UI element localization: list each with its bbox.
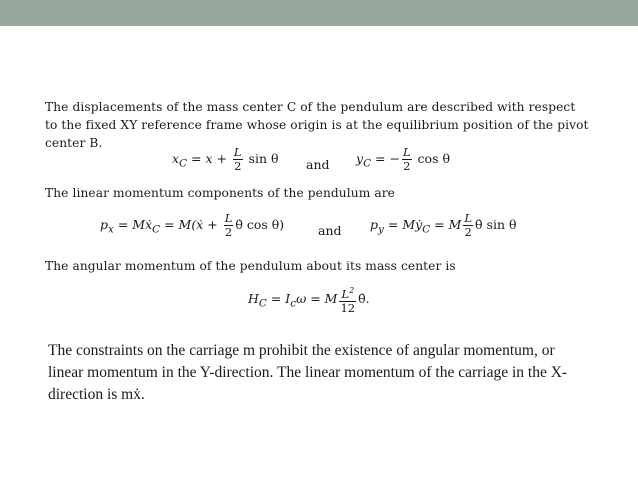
eq1-frac	[233, 146, 243, 173]
eq3-i: = I	[266, 290, 291, 306]
eq2-myc: = Mẏ	[383, 217, 423, 232]
eq3-frac-den: 12	[340, 300, 356, 315]
eq1-y-rhs-b: cos θ	[413, 151, 450, 166]
eq2-tail: θ̇ cos θ)	[235, 217, 285, 232]
eq1-connector: and	[306, 157, 330, 172]
paragraph-constraints: The constraints on the carriage m prohibit the existence of angular momentum, or linear momentum in the Y-direction. The linear momentum of the carriage in the X-direction is mẋ.	[48, 342, 568, 403]
eq2-mxc-sub: C	[152, 223, 161, 236]
eq2-mxc: = Mẋ	[113, 217, 153, 232]
eq2-p-sub: x	[108, 223, 114, 236]
eq1-y-frac-den: 2	[403, 159, 411, 173]
eq1-rhs-b: sin θ	[244, 151, 279, 166]
eq1-y: y	[356, 151, 364, 166]
eq3-frac-num	[339, 284, 356, 302]
eq3-h: H	[248, 290, 259, 306]
paragraph-linear-momentum: The linear momentum components of the pendulum are	[45, 186, 395, 200]
paragraph-angular-momentum: The angular momentum of the pendulum about its mass center is	[45, 259, 456, 273]
eq3-i-sub: c	[290, 297, 297, 310]
eq1-y-rhs-a: = −	[371, 151, 400, 166]
eq2-m-paren: = M(ẋ +	[160, 217, 222, 232]
paragraph-displacements: The displacements of the mass center C of the pendulum are described with respect to the fixed XY reference frame whose origin is at the equilibrium position of the pivot center B.	[45, 100, 589, 150]
eq2-frac-num: L	[224, 211, 233, 225]
eq1-x: x	[172, 151, 180, 166]
eq2-py-tail: θ̇ sin θ	[475, 217, 517, 232]
equation-angular-momentum	[248, 284, 370, 315]
eq3-frac-sup: 2	[349, 286, 355, 295]
eq2-frac	[224, 212, 234, 239]
equation-py	[370, 212, 517, 239]
eq1-frac-num: L	[233, 145, 242, 159]
eq3-omega-m: ω = M	[296, 290, 338, 306]
eq2-py-sub: y	[378, 223, 384, 236]
eq2-connector: and	[318, 223, 342, 238]
equation-y-displacement	[356, 146, 450, 173]
eq2-py: p	[370, 217, 379, 232]
eq2-py-m: = M	[430, 217, 462, 232]
eq1-frac-den: 2	[234, 159, 242, 173]
eq3-frac-l: L	[341, 286, 350, 301]
eq2-frac-den: 2	[224, 225, 233, 239]
eq1-y-frac-num: L	[402, 145, 411, 159]
eq1-x-sub: C	[179, 157, 188, 170]
equation-displacements	[172, 146, 279, 173]
eq2-py-frac	[463, 212, 473, 239]
eq3-h-sub: C	[258, 297, 267, 310]
eq1-y-sub: C	[363, 157, 372, 170]
eq1-rhs-a: = x +	[187, 151, 231, 166]
eq1-y-frac	[402, 146, 412, 173]
slide-top-bar	[0, 0, 638, 26]
eq2-p: p	[100, 217, 109, 232]
eq2-py-frac-num: L	[464, 211, 473, 225]
equation-px	[100, 212, 284, 239]
eq2-myc-sub: C	[422, 223, 431, 236]
eq3-frac	[339, 284, 356, 315]
eq2-py-frac-den: 2	[464, 225, 472, 239]
eq3-tail: θ̇.	[358, 290, 370, 306]
